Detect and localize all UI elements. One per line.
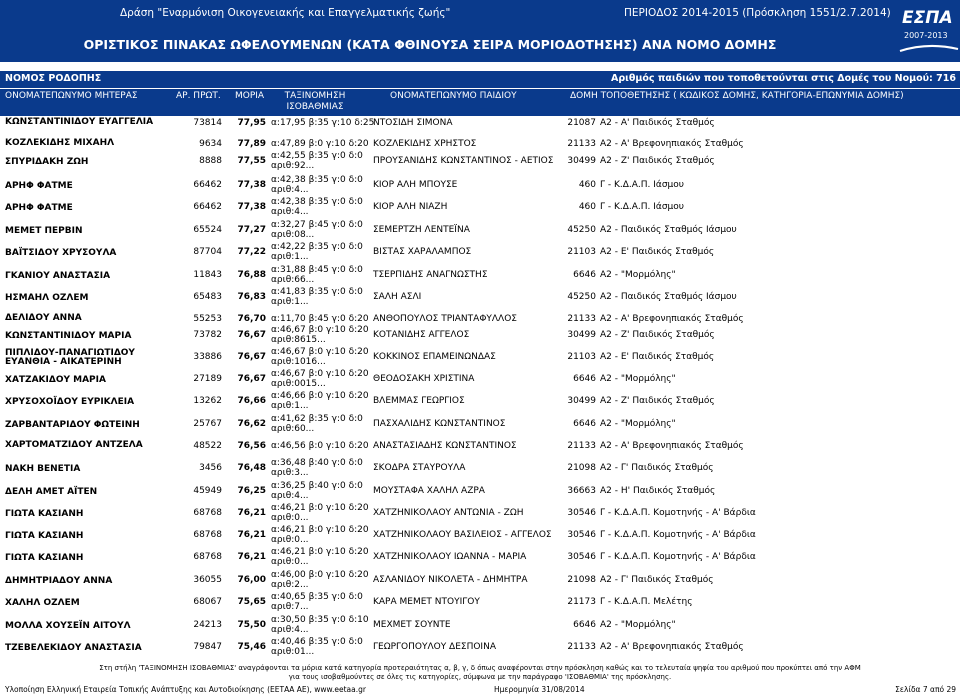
child-name-cell: ΑΝΑΣΤΑΣΙΑΔΗΣ ΚΩΝΣΤΑΝΤΙΝΟΣ [373,441,517,451]
structure-name-cell: Α2 - Α' Βρεφονηπιακός Σταθμός [600,642,744,652]
table-row [0,265,960,287]
child-name-cell: ΜΕΧΜΕΤ ΣΟΥΝΤΕ [373,620,451,630]
protocol-number-cell: 9634 [199,139,222,149]
mother-name-cell: ΔΕΛΗ ΑΜΕΤ ΑΪΤΕΝ [5,487,98,497]
tie-rank-points-cell: α:40,65 β:35 γ:0 δ:0 [271,592,363,602]
mother-name-cell: ΓΙΩΤΑ ΚΑΣΙΑΝΗ [5,509,84,519]
protocol-number-cell: 24213 [193,620,222,630]
score-cell: 76,88 [237,270,266,280]
tie-rank-points-cell: α:42,38 β:35 γ:0 δ:0 [271,175,363,185]
structure-name-cell: Γ - Κ.Δ.Α.Π. Κομοτηνής - Α' Βάρδια [600,530,756,540]
protocol-number-cell: 73782 [193,330,222,340]
structure-name-cell: Γ - Κ.Δ.Α.Π. Ιάσμου [600,202,685,212]
table-row [0,525,960,547]
score-cell: 76,25 [237,486,266,496]
table-row [0,414,960,436]
structure-code-cell: 6646 [573,374,596,384]
structure-code-cell: 30546 [567,530,596,540]
structure-code-cell: 36663 [567,486,596,496]
score-cell: 75,46 [237,642,266,652]
structure-name-cell: Α2 - Α' Βρεφονηπιακός Σταθμός [600,139,744,149]
tie-rank-points-cell: α:46,21 β:0 γ:10 δ:20 [271,503,369,513]
footer-note-line2: για τους ισοβαθμούντες σε όλες τις κατηγορίες, σύμφωνα με την παράγραφο 'ΙΣΟΒΑΘΜΙΑ' της πρόσκλησης. [288,673,672,681]
footer-note-line1: Στη στήλη 'ΤΑΞΙΝΟΜΗΣΗ ΙΣΟΒΑΘΜΙΑΣ' αναγράφονται τα μόρια κατά κατηγορία προτεραιότητας α, β, γ, δ όπως αναφέρονται στην πρόσκληση καθώς και το τελευταία ψηφία του αριθμού που προκύπτει από την ΑΦΜ [99,664,861,672]
table-row [0,503,960,525]
region-header [0,71,960,88]
tie-rank-points-cell: α:36,25 β:40 γ:0 δ:0 [271,481,363,491]
structure-name-cell: Α2 - Α' Βρεφονηπιακός Σταθμός [600,441,744,451]
mother-name-cell: ΔΕΛΙΔΟΥ ΑΝΝΑ [5,313,82,323]
score-cell: 76,00 [237,575,266,585]
structure-code-cell: 45250 [567,292,596,302]
mother-name-cell: ΑΡΗΦ ΦΑΤΜΕ [5,181,73,191]
table-row [0,391,960,413]
protocol-number-cell: 68768 [193,508,222,518]
mother-name-cell: ΓΙΩΤΑ ΚΑΣΙΑΝΗ [5,531,84,541]
structure-code-cell: 21133 [567,314,596,324]
espa-logo-word: ΕΣΠΑ [902,8,953,28]
protocol-number-cell: 48522 [193,441,222,451]
column-header-score: ΜΟΡΙΑ [235,91,265,101]
score-cell: 76,56 [237,441,266,451]
column-header-row [0,89,960,116]
structure-code-cell: 460 [578,180,596,190]
footer-date: Ημερομηνία 31/08/2014 [494,685,585,694]
protocol-number-cell: 79847 [193,642,222,652]
child-name-cell: ΑΣΛΑΝΙΔΟΥ ΝΙΚΟΛΕΤΑ - ΔΗΜΗΤΡΑ [373,575,528,585]
tie-rank-number-cell: αριθ:2... [271,580,309,590]
table-row [0,151,960,173]
tie-rank-points-cell: α:47,89 β:0 γ:10 δ:20 [271,139,369,149]
score-cell: 76,83 [237,292,266,302]
table-row [0,637,960,659]
mother-name-cell: ΝΑΚΗ ΒΕΝΕΤΙΑ [5,464,81,474]
mother-name-cell: ΗΣΜΑΗΛ ΟΖΛΕΜ [5,293,89,303]
table-row [0,369,960,391]
tie-rank-number-cell: αριθ:1... [271,401,309,411]
structure-code-cell: 30546 [567,508,596,518]
child-name-cell: ΓΕΩΡΓΟΠΟΥΛΟΥ ΔΕΣΠΟΙΝΑ [373,642,496,652]
mother-name-cell: ΜΟΛΛΑ ΧΟΥΣΕΪΝ ΑΙΤΟΥΛ [5,621,131,631]
child-name-cell: ΚΟΖΛΕΚΙΔΗΣ ΧΡΗΣΤΟΣ [373,139,477,149]
structure-code-cell: 21133 [567,441,596,451]
tie-rank-points-cell: α:46,67 β:0 γ:10 δ:20 [271,325,369,335]
mother-name-cell: ΧΑΛΗΛ ΟΖΛΕΜ [5,598,80,608]
mother-name-cell: ΖΑΡΒΑΝΤΑΡΙΔΟΥ ΦΩΤΕΙΝΗ [5,420,140,430]
structure-name-cell: Γ - Κ.Δ.Α.Π. Κομοτηνής - Α' Βάρδια [600,508,756,518]
score-cell: 77,27 [237,225,266,235]
score-cell: 75,65 [237,597,266,607]
table-row [0,220,960,242]
protocol-number-cell: 87704 [193,247,222,257]
protocol-number-cell: 25767 [193,419,222,429]
tie-rank-points-cell: α:31,88 β:45 γ:0 δ:0 [271,265,363,275]
structure-name-cell: Γ - Κ.Δ.Α.Π. Κομοτηνής - Α' Βάρδια [600,552,756,562]
column-header-rank-line1: ΤΑΞΙΝΟΜΗΣΗ [284,91,346,101]
header-banner [0,0,960,62]
child-name-cell: ΠΑΣΧΑΛΙΔΗΣ ΚΩΝΣΤΑΝΤΙΝΟΣ [373,419,506,429]
protocol-number-cell: 55253 [193,314,222,324]
mother-name-cell: ΧΡΥΣΟΧΟΪΔΟΥ ΕΥΡΙΚΛΕΙΑ [5,397,135,407]
structure-code-cell: 30499 [567,330,596,340]
score-cell: 76,67 [237,374,266,384]
column-header-rank [276,91,354,113]
mother-name-cell: ΚΟΖΛΕΚΙΔΗΣ ΜΙΧΑΗΛ [5,138,115,148]
structure-name-cell: Γ - Κ.Δ.Α.Π. Ιάσμου [600,180,685,190]
tie-rank-number-cell: αριθ:1... [271,297,309,307]
structure-code-cell: 21087 [567,118,596,128]
child-name-cell: ΒΛΕΜΜΑΣ ΓΕΩΡΓΙΟΣ [373,396,465,406]
mother-name-cell: ΠΙΠΛΙΔΟΥ-ΠΑΝΑΓΙΩΤΙΔΟΥ ΕΥΑΝΘΙΑ - ΑΙΚΑΤΕΡΙΝΗ [5,348,135,367]
page-title: ΟΡΙΣΤΙΚΟΣ ΠΙΝΑΚΑΣ ΩΦΕΛΟΥΜΕΝΩΝ (ΚΑΤΑ ΦΘΙΝΟΥΣΑ ΣΕΙΡΑ ΜΟΡΙΟΔΟΤΗΣΗΣ) ΑΝΑ ΝΟΜΟ ΔΟΜΗΣ [83,37,777,52]
child-name-cell: ΤΣΕΡΠΙΔΗΣ ΑΝΑΓΝΩΣΤΗΣ [373,270,488,280]
tie-rank-points-cell: α:41,62 β:35 γ:0 δ:0 [271,414,363,424]
child-name-cell: ΚΙΟΡ ΑΛΗ ΜΠΟΥΣΕ [373,180,458,190]
structure-name-cell: Α2 - Γ' Παιδικός Σταθμός [600,463,714,473]
mother-name-cell: ΧΑΡΤΟΜΑΤΖΙΔΟΥ ΑΝΤΖΕΛΑ [5,440,143,450]
tie-rank-number-cell: αριθ:8615... [271,335,326,345]
protocol-number-cell: 68768 [193,552,222,562]
structure-code-cell: 21103 [567,352,596,362]
mother-name-cell: ΧΑΤΖΑΚΙΔΟΥ ΜΑΡΙΑ [5,375,106,385]
protocol-number-cell: 13262 [193,396,222,406]
structure-code-cell: 21098 [567,463,596,473]
table-row [0,287,960,309]
tie-rank-number-cell: αριθ:0... [271,557,309,567]
child-name-cell: ΒΙΣΤΑΣ ΧΑΡΑΛΑΜΠΟΣ [373,247,472,257]
score-cell: 77,38 [237,180,266,190]
child-name-cell: ΧΑΤΖΗΝΙΚΟΛΑΟΥ ΒΑΣΙΛΕΙΟΣ - ΑΓΓΕΛΟΣ [373,530,552,540]
tie-rank-number-cell: αριθ:60... [271,424,315,434]
footer-page-number: Σελίδα 7 από 29 [895,685,956,694]
structure-name-cell: Α2 - "Μορμόλης" [600,270,676,280]
structure-name-cell: Α2 - Ζ' Παιδικός Σταθμός [600,330,715,340]
score-cell: 76,21 [237,530,266,540]
tie-rank-points-cell: α:46,00 β:0 γ:10 δ:20 [271,570,369,580]
score-cell: 77,22 [237,247,266,257]
espa-swoosh-icon [898,44,960,54]
structure-code-cell: 6646 [573,419,596,429]
table-row [0,547,960,569]
protocol-number-cell: 3456 [199,463,222,473]
structure-name-cell: Α2 - Α' Παιδικός Σταθμός [600,118,715,128]
structure-code-cell: 30546 [567,552,596,562]
program-title: Δράση "Εναρμόνιση Οικογενειακής και Επαγγελματικής ζωής" [120,7,451,19]
tie-rank-number-cell: αριθ:0... [271,513,309,523]
table-row [0,592,960,614]
mother-name-cell: ΜΕΜΕΤ ΠΕΡΒΙΝ [5,226,83,236]
protocol-number-cell: 73814 [193,118,222,128]
table-row [0,481,960,503]
structure-name-cell: Α2 - "Μορμόλης" [600,374,676,384]
table-row [0,347,960,369]
structure-name-cell: Α2 - Παιδικός Σταθμός Ιάσμου [600,292,737,302]
tie-rank-number-cell: αριθ:01... [271,647,315,657]
child-name-cell: ΧΑΤΖΗΝΙΚΟΛΑΟΥ ΙΩΑΝΝΑ - ΜΑΡΙΑ [373,552,527,562]
mother-name-cell: ΓΚΑΝΙΟΥ ΑΝΑΣΤΑΣΙΑ [5,271,111,281]
structure-code-cell: 21173 [567,597,596,607]
tie-rank-number-cell: αριθ:1016... [271,357,326,367]
column-header-mother: ΟΝΟΜΑΤΕΠΩΝΥΜΟ ΜΗΤΕΡΑΣ [5,91,138,101]
score-cell: 76,70 [237,314,266,324]
child-name-cell: ΚΟΤΑΝΙΔΗΣ ΑΓΓΕΛΟΣ [373,330,470,340]
structure-name-cell: Γ - Κ.Δ.Α.Π. Μελέτης [600,597,693,607]
score-cell: 76,21 [237,508,266,518]
table-row [0,436,960,458]
structure-code-cell: 21133 [567,139,596,149]
tie-rank-number-cell: αριθ:4... [271,185,309,195]
protocol-number-cell: 11843 [193,270,222,280]
tie-rank-number-cell: αριθ:3... [271,468,309,478]
structure-code-cell: 6646 [573,620,596,630]
score-cell: 76,21 [237,552,266,562]
structure-name-cell: Α2 - Ε' Παιδικός Σταθμός [600,247,715,257]
structure-code-cell: 21103 [567,247,596,257]
structure-name-cell: Α2 - Ε' Παιδικός Σταθμός [600,352,715,362]
tie-rank-points-cell: α:42,38 β:35 γ:0 δ:0 [271,197,363,207]
child-name-cell: ΘΕΟΔΟΣΑΚΗ ΧΡΙΣΤΙΝΑ [373,374,475,384]
espa-logo [898,4,960,62]
tie-rank-points-cell: α:11,70 β:45 γ:0 δ:20 [271,314,369,324]
child-name-cell: ΣΚΟΔΡΑ ΣΤΑΥΡΟΥΛΑ [373,463,466,473]
tie-rank-number-cell: αριθ:4... [271,207,309,217]
tie-rank-number-cell: αριθ:08... [271,230,315,240]
structure-name-cell: Α2 - Παιδικός Σταθμός Ιάσμου [600,225,737,235]
child-name-cell: ΚΙΟΡ ΑΛΗ ΝΙΑΖΗ [373,202,448,212]
child-name-cell: ΠΡΟΥΣΑΝΙΔΗΣ ΚΩΝΣΤΑΝΤΙΝΟΣ - ΑΕΤΙΟΣ [373,156,554,166]
tie-rank-points-cell: α:40,46 β:35 γ:0 δ:0 [271,637,363,647]
tie-rank-points-cell: α:32,27 β:45 γ:0 δ:0 [271,220,363,230]
tie-rank-number-cell: αριθ:7... [271,602,309,612]
child-name-cell: ΜΟΥΣΤΑΦΑ ΧΑΛΗΛ ΑΖΡΑ [373,486,485,496]
tie-rank-points-cell: α:42,22 β:35 γ:0 δ:0 [271,242,363,252]
tie-rank-points-cell: α:46,66 β:0 γ:10 δ:20 [271,391,369,401]
structure-name-cell: Α2 - Ζ' Παιδικός Σταθμός [600,396,715,406]
protocol-number-cell: 33886 [193,352,222,362]
mother-name-cell: ΑΡΗΦ ΦΑΤΜΕ [5,203,73,213]
tie-rank-points-cell: α:46,67 β:0 γ:10 δ:20 [271,347,369,357]
mother-name-cell: ΚΩΝΣΤΑΝΤΙΝΙΔΟΥ ΜΑΡΙΑ [5,331,132,341]
score-cell: 76,67 [237,330,266,340]
structure-code-cell: 21098 [567,575,596,585]
protocol-number-cell: 66462 [193,202,222,212]
score-cell: 75,50 [237,620,266,630]
child-name-cell: ΝΤΟΣΙΔΗ ΣΙΜΟΝΑ [373,118,453,128]
structure-code-cell: 30499 [567,396,596,406]
tie-rank-points-cell: α:41,83 β:35 γ:0 δ:0 [271,287,363,297]
structure-name-cell: Α2 - Α' Βρεφονηπιακός Σταθμός [600,314,744,324]
structure-code-cell: 21133 [567,642,596,652]
score-cell: 76,66 [237,396,266,406]
structure-name-cell: Α2 - Ζ' Παιδικός Σταθμός [600,156,715,166]
structure-name-cell: Α2 - Γ' Παιδικός Σταθμός [600,575,714,585]
espa-logo-years: 2007-2013 [904,31,948,40]
table-row [0,197,960,219]
tie-rank-number-cell: αριθ:66... [271,275,315,285]
tie-rank-number-cell: αριθ:1... [271,252,309,262]
region-label: ΝΟΜΟΣ ΡΟΔΟΠΗΣ [5,73,102,84]
score-cell: 77,89 [237,139,266,149]
footer-organization: Υλοποίηση Ελληνική Εταιρεία Τοπικής Ανάπτυξης και Αυτοδιοίκησης (ΕΕΤΑΑ ΑΕ), www.eetaa.gr [5,685,366,694]
protocol-number-cell: 65524 [193,225,222,235]
tie-rank-points-cell: α:46,21 β:0 γ:10 δ:20 [271,547,369,557]
tie-rank-points-cell: α:42,55 β:35 γ:0 δ:0 [271,151,363,161]
table-row [0,325,960,347]
tie-rank-number-cell: αριθ:4... [271,625,309,635]
child-name-cell: ΣΕΜΕΡΤΖΗ ΛΕΝΤΕΪΝΑ [373,225,470,235]
column-header-child: ΟΝΟΜΑΤΕΠΩΝΥΜΟ ΠΑΙΔΙΟΥ [390,91,517,101]
tie-rank-number-cell: αριθ:4... [271,491,309,501]
structure-code-cell: 45250 [567,225,596,235]
tie-rank-number-cell: αριθ:0015... [271,379,326,389]
protocol-number-cell: 45949 [193,486,222,496]
mother-name-cell: ΚΩΝΣΤΑΝΤΙΝΙΔΟΥ ΕΥΑΓΓΕΛΙΑ [5,117,154,127]
mother-name-cell: ΒΑΪΤΣΙΔΟΥ ΧΡΥΣΟΥΛΑ [5,248,117,258]
score-cell: 76,48 [237,463,266,473]
period-title: ΠΕΡΙΟΔΟΣ 2014-2015 (Πρόσκληση 1551/2.7.2014) [624,7,891,19]
tie-rank-points-cell: α:36,48 β:40 γ:0 δ:0 [271,458,363,468]
table-row [0,570,960,592]
mother-name-cell: ΓΙΩΤΑ ΚΑΣΙΑΝΗ [5,553,84,563]
table-row [0,242,960,264]
protocol-number-cell: 36055 [193,575,222,585]
tie-rank-points-cell: α:46,67 β:0 γ:10 δ:20 [271,369,369,379]
structure-code-cell: 460 [578,202,596,212]
structure-name-cell: Α2 - "Μορμόλης" [600,419,676,429]
score-cell: 77,95 [237,118,266,128]
tie-rank-points-cell: α:17,95 β:35 γ:10 δ:25 [271,118,375,128]
tie-rank-points-cell: α:30,50 β:35 γ:0 δ:10 [271,615,369,625]
tie-rank-number-cell: αριθ:92... [271,161,315,171]
score-cell: 76,62 [237,419,266,429]
protocol-number-cell: 8888 [199,156,222,166]
child-name-cell: ΚΟΚΚΙΝΟΣ ΕΠΑΜΕΙΝΩΝΔΑΣ [373,352,496,362]
column-header-proto: ΑΡ. ΠΡΩΤ. [176,91,221,101]
table-row [0,175,960,197]
table-row [0,458,960,480]
tie-rank-points-cell: α:46,21 β:0 γ:10 δ:20 [271,525,369,535]
column-header-structure: ΔΟΜΗ ΤΟΠΟΘΕΤΗΣΗΣ ( ΚΩΔΙΚΟΣ ΔΟΜΗΣ, ΚΑΤΗΓΟΡΙΑ-ΕΠΩΝΥΜΙΑ ΔΟΜΗΣ) [570,91,904,101]
mother-name-cell: ΤΖΕΒΕΛΕΚΙΔΟΥ ΑΝΑΣΤΑΣΙΑ [5,643,142,653]
protocol-number-cell: 68067 [193,597,222,607]
score-cell: 76,67 [237,352,266,362]
mother-name-cell: ΣΠΥΡΙΔΑΚΗ ΖΩΗ [5,157,89,167]
score-cell: 77,55 [237,156,266,166]
structure-code-cell: 30499 [567,156,596,166]
protocol-number-cell: 66462 [193,180,222,190]
tie-rank-points-cell: α:46,56 β:0 γ:10 δ:20 [271,441,369,451]
protocol-number-cell: 27189 [193,374,222,384]
table-row [0,615,960,637]
tie-rank-number-cell: αριθ:0... [271,535,309,545]
structure-name-cell: Α2 - "Μορμόλης" [600,620,676,630]
table-row [0,113,960,135]
protocol-number-cell: 68768 [193,530,222,540]
places-count: Αριθμός παιδιών που τοποθετούνται στις Δομές του Νομού: 716 [611,73,956,84]
child-name-cell: ΧΑΤΖΗΝΙΚΟΛΑΟΥ ΑΝΤΩΝΙΑ - ΖΩΗ [373,508,524,518]
structure-name-cell: Α2 - Η' Παιδικός Σταθμός [600,486,716,496]
child-name-cell: ΑΝΘΟΠΟΥΛΟΣ ΤΡΙΑΝΤΑΦΥΛΛΟΣ [373,314,517,324]
protocol-number-cell: 65483 [193,292,222,302]
score-cell: 77,38 [237,202,266,212]
child-name-cell: ΚΑΡΑ ΜΕΜΕΤ ΝΤΟΥΙΓΟΥ [373,597,480,607]
child-name-cell: ΣΑΛΗ ΑΣΛΙ [373,292,422,302]
column-header-rank-line2: ΙΣΟΒΑΘΜΙΑΣ [286,102,344,112]
mother-name-cell: ΔΗΜΗΤΡΙΑΔΟΥ ΑΝΝΑ [5,576,113,586]
structure-code-cell: 6646 [573,270,596,280]
